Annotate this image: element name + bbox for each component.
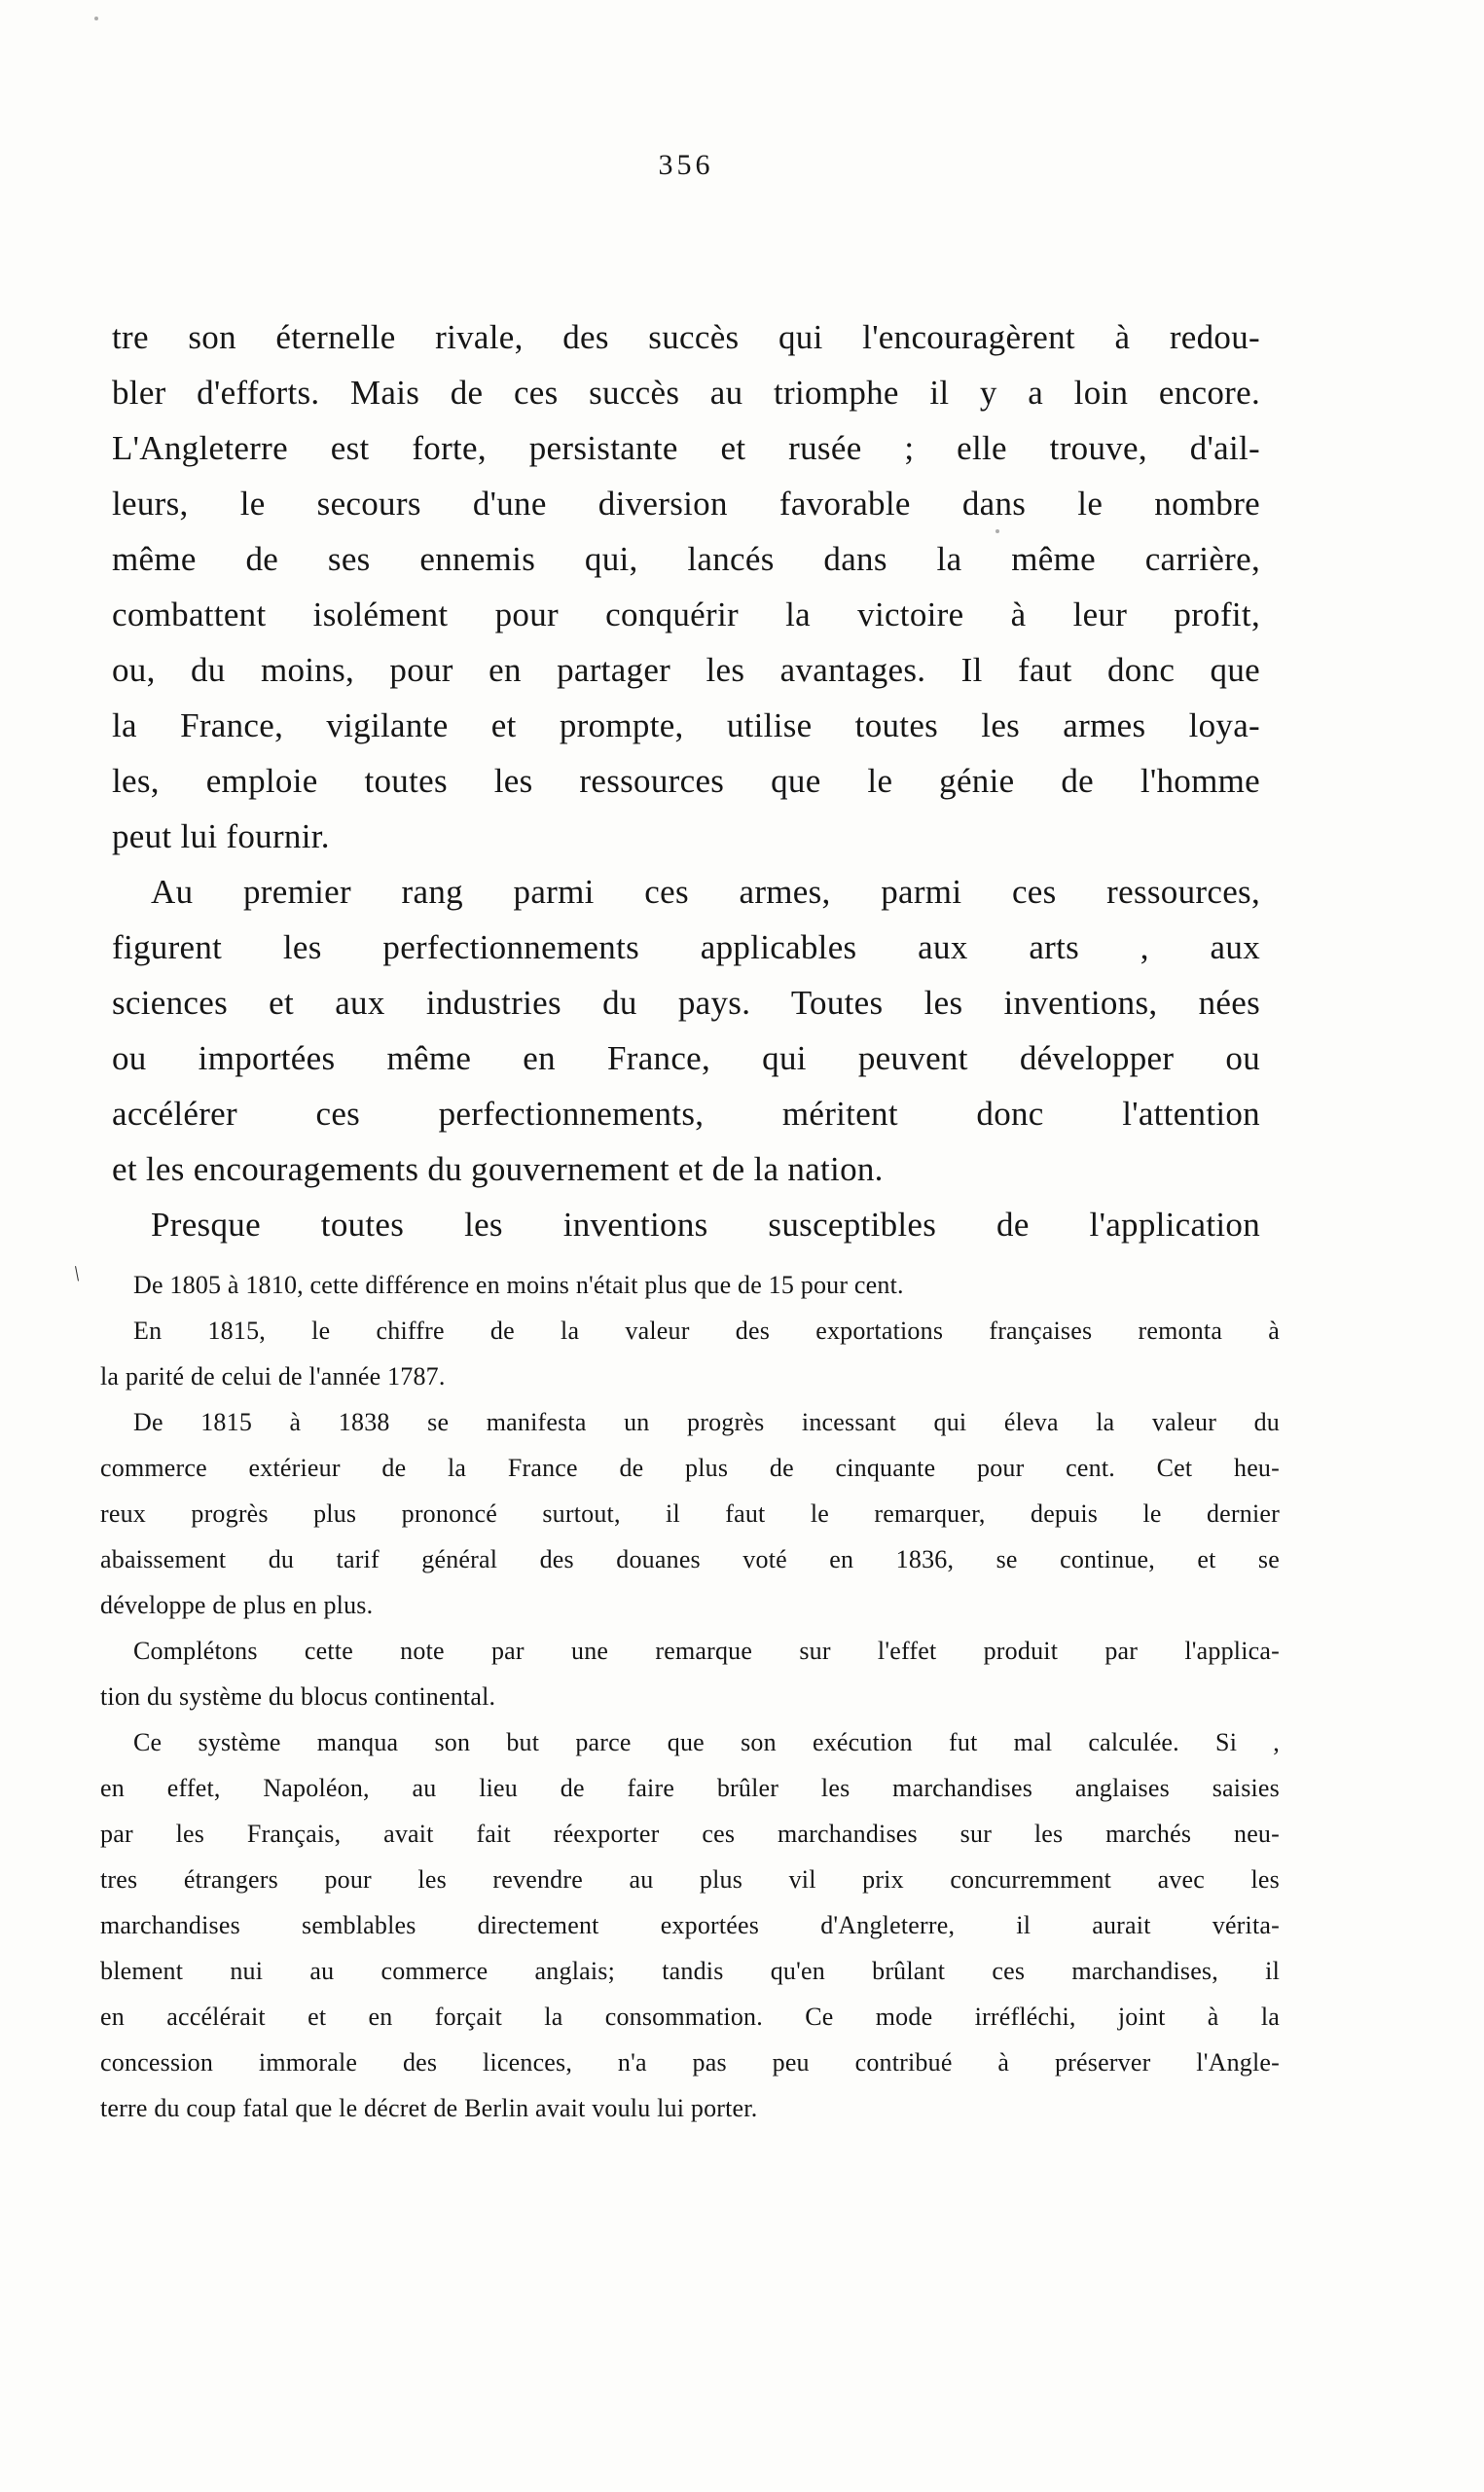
text-line: accélérer ces perfectionnements, méritent donc l'attention: [112, 1095, 1260, 1133]
text-line: De 1805 à 1810, cette différence en moins n'était plus que de 15 pour cent.: [133, 1271, 904, 1299]
text-line: peut lui fournir.: [112, 817, 330, 855]
scan-speck: [94, 17, 98, 20]
text-line: terre du coup fatal que le décret de Berlin avait voulu lui porter.: [100, 2094, 758, 2122]
main-text-block: [112, 309, 1260, 1252]
text-line: tre son éternelle rivale, des succès qui l'encouragèrent à redou-: [112, 318, 1260, 356]
text-line: en effet, Napoléon, au lieu de faire brûler les marchandises anglaises saisies: [100, 1774, 1280, 1802]
text-line: ou importées même en France, qui peuvent développer ou: [112, 1039, 1260, 1077]
text-line: leurs, le secours d'une diversion favorable dans le nombre: [112, 485, 1260, 523]
page-number: 356: [658, 149, 714, 181]
text-line: reux progrès plus prononcé surtout, il faut le remarquer, depuis le dernier: [100, 1499, 1280, 1528]
paragraph: [100, 1628, 1280, 1719]
text-line: même de ses ennemis qui, lancés dans la même carrière,: [112, 540, 1260, 578]
text-line: combattent isolément pour conquérir la victoire à leur profit,: [112, 596, 1260, 633]
text-line: ou, du moins, pour en partager les avantages. Il faut donc que: [112, 651, 1260, 689]
text-line: par les Français, avait fait réexporter ces marchandises sur les marchés neu-: [100, 1820, 1280, 1848]
text-line: les, emploie toutes les ressources que le génie de l'homme: [112, 762, 1260, 800]
text-line: la parité de celui de l'année 1787.: [100, 1362, 446, 1390]
paragraph: [112, 864, 1260, 1197]
text-line: Complétons cette note par une remarque sur l'effet produit par l'applica-: [133, 1637, 1280, 1665]
paragraph: [112, 309, 1260, 864]
text-line: Au premier rang parmi ces armes, parmi ces ressources,: [151, 873, 1260, 911]
paragraph: [100, 1399, 1280, 1628]
text-line: bler d'efforts. Mais de ces succès au triomphe il y a loin encore.: [112, 374, 1260, 412]
text-line: marchandises semblables directement exportées d'Angleterre, il aurait vérita-: [100, 1911, 1280, 1939]
text-line: Presque toutes les inventions susceptibles de l'application: [151, 1206, 1260, 1244]
text-line: Ce système manqua son but parce que son exécution fut mal calculée. Si ,: [133, 1728, 1280, 1756]
scan-artifact-mark: \: [72, 1260, 82, 1286]
text-line: abaissement du tarif général des douanes voté en 1836, se continue, et se: [100, 1545, 1280, 1573]
text-line: développe de plus en plus.: [100, 1591, 374, 1619]
text-line: sciences et aux industries du pays. Toutes les inventions, nées: [112, 984, 1260, 1022]
paragraph: [100, 1262, 1280, 1308]
text-line: la France, vigilante et prompte, utilise toutes les armes loya-: [112, 706, 1260, 744]
paragraph: [112, 1197, 1260, 1252]
text-line: blement nui au commerce anglais; tandis qu'en brûlant ces marchandises, il: [100, 1957, 1280, 1985]
text-line: tion du système du blocus continental.: [100, 1682, 496, 1711]
text-line: L'Angleterre est forte, persistante et rusée ; elle trouve, d'ail-: [112, 429, 1260, 467]
paragraph: [100, 1308, 1280, 1399]
text-line: De 1815 à 1838 se manifesta un progrès incessant qui éleva la valeur du: [133, 1408, 1280, 1436]
text-line: concession immorale des licences, n'a pas peu contribué à préserver l'Angle-: [100, 2048, 1280, 2077]
scan-speck: [995, 529, 999, 533]
text-line: et les encouragements du gouvernement et de la nation.: [112, 1150, 884, 1188]
footnote-block: [100, 1262, 1280, 2131]
text-line: En 1815, le chiffre de la valeur des exportations françaises remonta à: [133, 1317, 1280, 1345]
text-line: figurent les perfectionnements applicables aux arts , aux: [112, 928, 1260, 966]
paragraph: [100, 1719, 1280, 2131]
text-line: tres étrangers pour les revendre au plus vil prix concurremment avec les: [100, 1865, 1280, 1894]
text-line: commerce extérieur de la France de plus de cinquante pour cent. Cet heu-: [100, 1454, 1280, 1482]
text-line: en accélérait et en forçait la consommation. Ce mode irréfléchi, joint à la: [100, 2003, 1280, 2031]
